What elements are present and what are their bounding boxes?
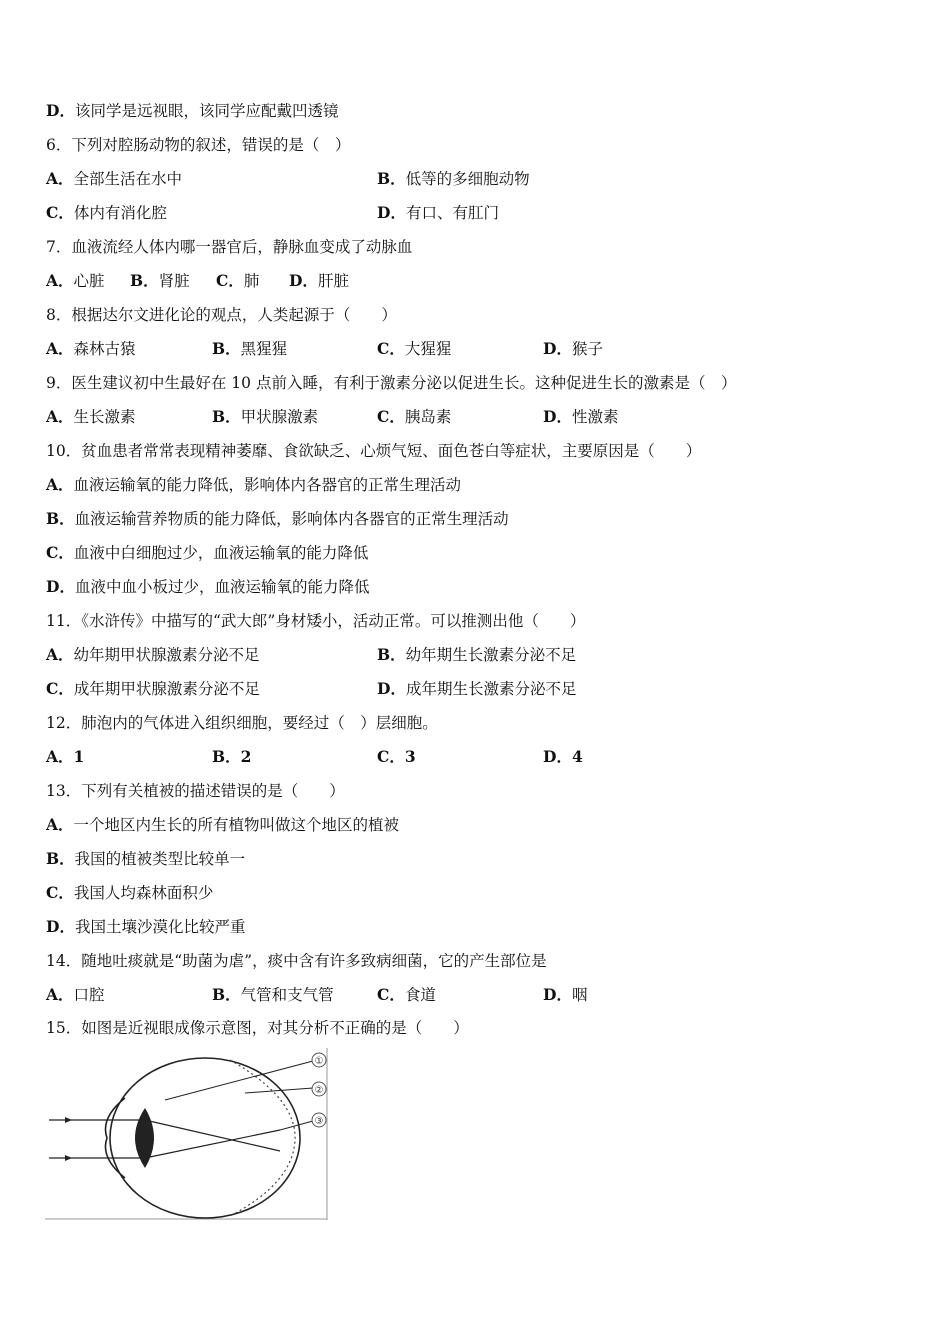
q12-option-c: C．3 (377, 747, 416, 766)
q8-option-c: C．大猩猩 (377, 339, 452, 358)
q11-option-a: A．幼年期甲状腺激素分泌不足 (46, 645, 260, 664)
q6-option-c: C．体内有消化腔 (46, 203, 167, 222)
pointer-line-1 (165, 1061, 313, 1100)
q10-option-d: D．血液中血小板过少，血液运输氧的能力降低 (46, 577, 370, 596)
lens (135, 1108, 154, 1168)
q8-option-a: A．森林古猿 (46, 339, 136, 358)
q10-option-b: B．血液运输营养物质的能力降低，影响体内各器官的正常生理活动 (46, 509, 509, 528)
figure-label-1: ① (314, 1056, 324, 1067)
q7-option-c: C．肺 (216, 271, 260, 290)
q14-option-c: C．食道 (377, 985, 436, 1004)
q7-stem: 7．血液流经人体内哪一器官后，静脉血变成了动脉血 (46, 238, 413, 256)
ray-arrow-bottom-icon (65, 1155, 72, 1161)
q14-stem: 14．随地吐痰就是“助菌为虐”，痰中含有许多致病细菌，它的产生部位是 (46, 952, 547, 970)
ray-arrow-top-icon (65, 1117, 72, 1123)
q9-option-b: B．甲状腺激素 (212, 407, 319, 426)
q10-option-c: C．血液中白细胞过少，血液运输氧的能力降低 (46, 543, 369, 562)
q13-option-b: B．我国的植被类型比较单一 (46, 849, 246, 868)
q13-option-a: A．一个地区内生长的所有植物叫做这个地区的植被 (46, 815, 400, 834)
q13-option-c: C．我国人均森林面积少 (46, 883, 214, 902)
q9-option-a: A．生长激素 (46, 407, 136, 426)
q12-option-d: D．4 (543, 747, 583, 766)
refracted-ray-2 (145, 1130, 280, 1158)
q13-stem: 13．下列有关植被的描述错误的是（ ） (46, 782, 345, 800)
q12-stem: 12．肺泡内的气体进入组织细胞，要经过（ ）层细胞。 (46, 714, 438, 732)
q15-stem: 15．如图是近视眼成像示意图，对其分析不正确的是（ ） (46, 1019, 469, 1037)
q5-option-d: D．该同学是远视眼，该同学应配戴凹透镜 (46, 101, 339, 120)
q8-option-d: D．猴子 (543, 339, 603, 358)
q12-option-b: B．2 (212, 747, 252, 766)
q7-option-d: D．肝脏 (289, 271, 349, 290)
q12-option-a: A．1 (46, 747, 85, 766)
q9-option-d: D．性激素 (543, 407, 619, 426)
refracted-ray-1 (145, 1120, 280, 1151)
myopia-eye-diagram (45, 1048, 328, 1220)
q6-option-a: A．全部生活在水中 (46, 169, 183, 188)
q8-stem: 8．根据达尔文进化论的观点，人类起源于（ ） (46, 306, 397, 324)
q6-stem: 6．下列对腔肠动物的叙述，错误的是（ ） (46, 136, 351, 154)
q9-option-c: C．胰岛素 (377, 407, 452, 426)
figure-label-3: ③ (314, 1116, 324, 1127)
q10-option-a: A．血液运输氧的能力降低，影响体内各器官的正常生理活动 (46, 475, 462, 494)
q11-option-c: C．成年期甲状腺激素分泌不足 (46, 679, 260, 698)
q11-option-d: D．成年期生长激素分泌不足 (377, 679, 577, 698)
q9-stem: 9．医生建议初中生最好在 10 点前入睡，有利于激素分泌以促进生长。这种促进生长的激素是（ ） (46, 374, 737, 392)
q11-option-b: B．幼年期生长激素分泌不足 (377, 645, 577, 664)
q8-option-b: B．黑猩猩 (212, 339, 288, 358)
q14-option-d: D．咽 (543, 985, 588, 1004)
q14-option-a: A．口腔 (46, 985, 105, 1004)
q7-option-b: B．肾脏 (130, 271, 190, 290)
q6-option-b: B．低等的多细胞动物 (377, 169, 530, 188)
q7-option-a: A．心脏 (46, 271, 105, 290)
q13-option-d: D．我国土壤沙漠化比较严重 (46, 917, 246, 936)
q6-option-d: D．有口、有肛门 (377, 203, 499, 222)
q10-stem: 10．贫血患者常常表现精神萎靡、食欲缺乏、心烦气短、面色苍白等症状，主要原因是（ ） (46, 442, 702, 460)
q11-stem: 11．《水浒传》中描写的“武大郎”身材矮小，活动正常。可以推测出他（ ） (46, 612, 586, 630)
pointer-line-3 (280, 1121, 313, 1130)
q14-option-b: B．气管和支气管 (212, 985, 334, 1004)
figure-label-2: ② (314, 1085, 324, 1096)
